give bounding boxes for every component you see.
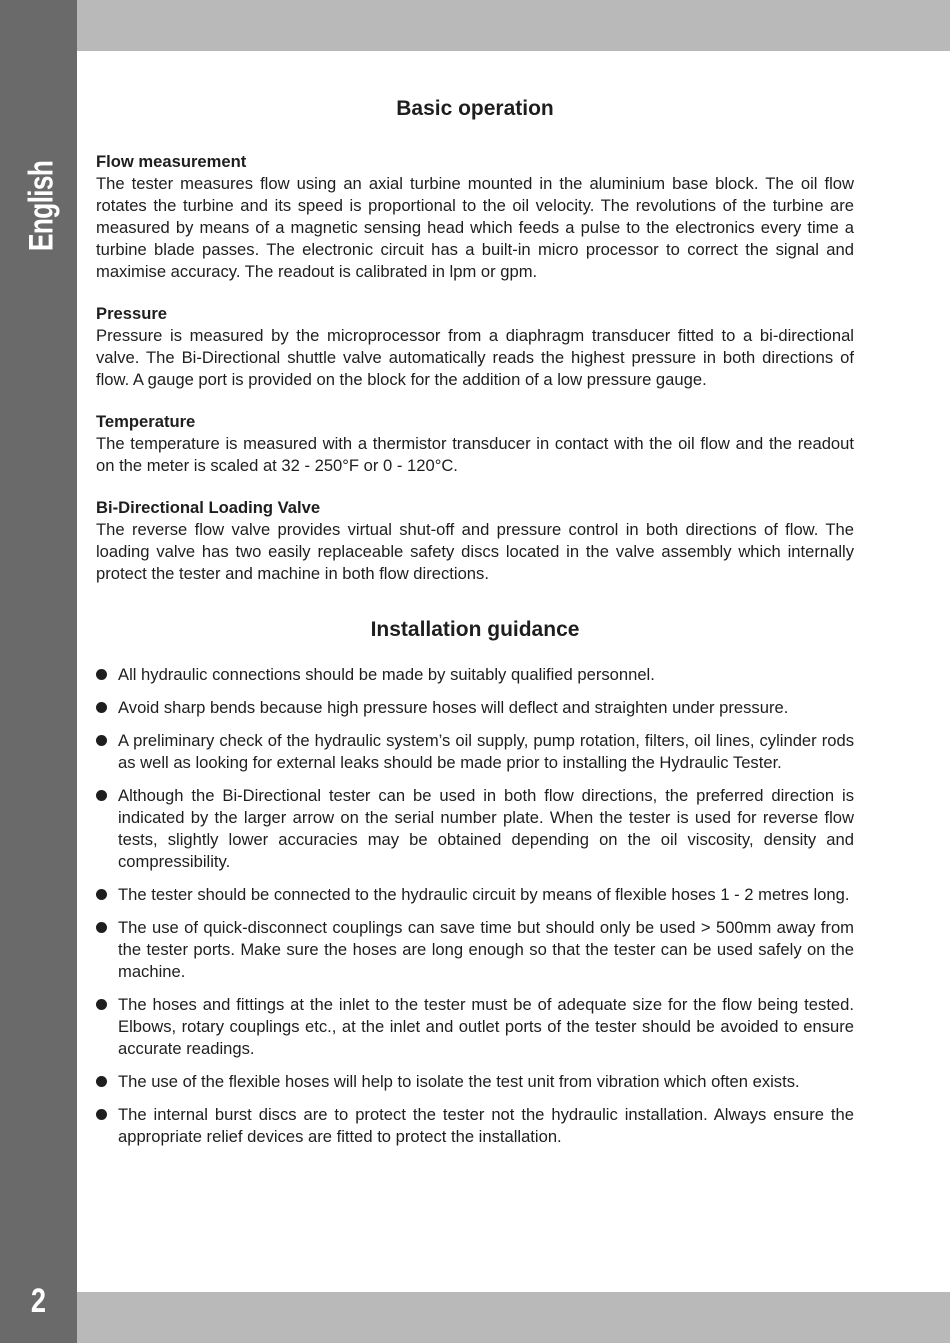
list-item-text: The use of quick-disconnect couplings can save time but should only be used > 500mm away from the tester ports. Make sure the hoses are long enough so that the tester can be used safely on the machine. [118,918,854,981]
list-item [96,730,854,774]
section-text: The temperature is measured with a thermistor transducer in contact with the oil flow and the readout on the meter is scaled at 32 - 250°F or 0 - 120°C. [96,434,854,475]
installation-guidance-title: Installation guidance [370,618,580,641]
list-item [96,664,854,686]
list-item [96,1104,854,1148]
page-content [96,93,854,1159]
section-heading: Pressure [96,304,168,323]
list-item-text: The hoses and fittings at the inlet to the tester must be of adequate size for the flow being tested. Elbows, rotary couplings etc., at the inlet and outlet ports of the tester should be avoided to ensure accurate readings. [118,995,854,1058]
list-item [96,917,854,983]
bullet-icon [96,1076,107,1087]
section-pressure [96,303,854,391]
list-item [96,785,854,873]
list-item-text: Although the Bi-Directional tester can be used in both flow directions, the preferred direction is indicated by the larger arrow on the serial number plate. When the tester is used for reverse flow tests, slightly lower accuracies may be obtained depending on the oil viscosity, density and compressibility. [118,786,854,871]
list-item-text: The tester should be connected to the hydraulic circuit by means of flexible hoses 1 - 2 metres long. [118,885,850,904]
section-loading-valve [96,497,854,585]
side-bar [0,0,77,1343]
list-item [96,994,854,1060]
list-item [96,884,854,906]
footer-band [77,1292,950,1343]
bullet-icon [96,889,107,900]
list-item-text: A preliminary check of the hydraulic system’s oil supply, pump rotation, filters, oil lines, cylinder rods as well as looking for external leaks should be made prior to installing the Hydraulic Tester. [118,731,854,772]
section-text: Pressure is measured by the microprocessor from a diaphragm transducer fitted to a bi-directional valve. The Bi-Directional shuttle valve automatically reads the highest pressure in both directions of flow. A gauge port is provided on the block for the addition of a low pressure gauge. [96,326,854,389]
section-temperature [96,411,854,477]
list-item [96,1071,854,1093]
section-heading: Flow measurement [96,152,247,171]
list-item-text: The use of the flexible hoses will help to isolate the test unit from vibration which often exists. [118,1072,800,1091]
installation-list [96,664,854,1148]
section-heading: Bi-Directional Loading Valve [96,498,321,517]
section-text: The tester measures flow using an axial turbine mounted in the aluminium base block. The oil flow rotates the turbine and its speed is proportional to the oil velocity. The revolutions of the turbine are measured by means of a magnetic sensing head which feeds a pulse to the electronics every time a turbine blade passes. The electronic circuit has a built-in micro processor to correct the signal and maximise accuracy. The readout is calibrated in lpm or gpm. [96,174,854,281]
list-item-text: All hydraulic connections should be made by suitably qualified personnel. [118,665,655,684]
bullet-icon [96,735,107,746]
bullet-icon [96,1109,107,1120]
bullet-icon [96,669,107,680]
page-number: 2 [30,1282,47,1320]
section-text: The reverse flow valve provides virtual shut-off and pressure control in both directions of flow. The loading valve has two easily replaceable safety discs located in the valve assembly which internally protect the tester and machine in both flow directions. [96,520,854,583]
section-heading: Temperature [96,412,196,431]
section-flow-measurement [96,151,854,283]
list-item-text: The internal burst discs are to protect the tester not the hydraulic installation. Always ensure the appropriate relief devices are fitted to protect the installation. [118,1105,854,1146]
list-item-text: Avoid sharp bends because high pressure hoses will deflect and straighten under pressure. [118,698,789,717]
basic-operation-title: Basic operation [396,97,554,120]
bullet-icon [96,922,107,933]
language-label: English [22,160,61,252]
header-band [77,0,950,51]
list-item [96,697,854,719]
bullet-icon [96,790,107,801]
bullet-icon [96,999,107,1010]
bullet-icon [96,702,107,713]
